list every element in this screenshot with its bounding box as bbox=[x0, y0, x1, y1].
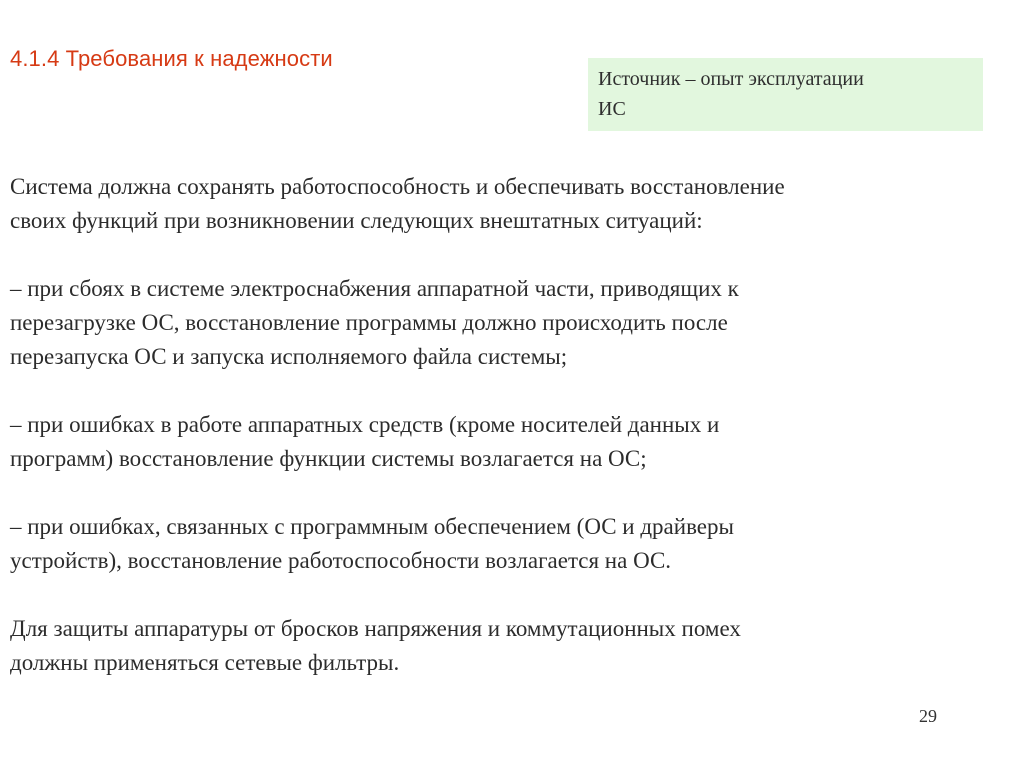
paragraph-software-errors bbox=[10, 510, 1010, 578]
text-line: Система должна сохранять работоспособность и обеспечивать восстановление bbox=[10, 174, 785, 199]
page-number: 29 bbox=[919, 706, 937, 726]
paragraph-hardware-errors bbox=[10, 408, 1010, 476]
text-line: – при сбоях в системе электроснабжения аппаратной части, приводящих к bbox=[10, 276, 739, 301]
text-line: – при ошибках в работе аппаратных средств (кроме носителей данных и bbox=[10, 412, 720, 437]
text-line: устройств), восстановление работоспособности возлагается на ОС. bbox=[10, 548, 672, 573]
source-note-line-1: Источник – опыт эксплуатации bbox=[598, 68, 864, 90]
text-line: перезапуска ОС и запуска исполняемого файла системы; bbox=[10, 344, 568, 369]
text-line: Для защиты аппаратуры от бросков напряжения и коммутационных помех bbox=[10, 616, 741, 641]
text-line: перезагрузке ОС, восстановление программы должно происходить после bbox=[10, 310, 728, 335]
text-line: – при ошибках, связанных с программным обеспечением (ОС и драйверы bbox=[10, 514, 734, 539]
text-line: должны применяться сетевые фильтры. bbox=[10, 650, 400, 675]
paragraph-intro bbox=[10, 170, 1010, 238]
paragraph-power-failure bbox=[10, 272, 1010, 374]
body-text bbox=[10, 170, 1010, 680]
slide-title: 4.1.4 Требования к надежности bbox=[10, 46, 333, 71]
text-line: программ) восстановление функции системы возлагается на ОС; bbox=[10, 446, 647, 471]
paragraph-surge-protection bbox=[10, 612, 1010, 680]
source-note-box bbox=[588, 58, 983, 131]
text-line: своих функций при возникновении следующих внештатных ситуаций: bbox=[10, 208, 703, 233]
source-note-line-2: ИС bbox=[598, 98, 626, 120]
